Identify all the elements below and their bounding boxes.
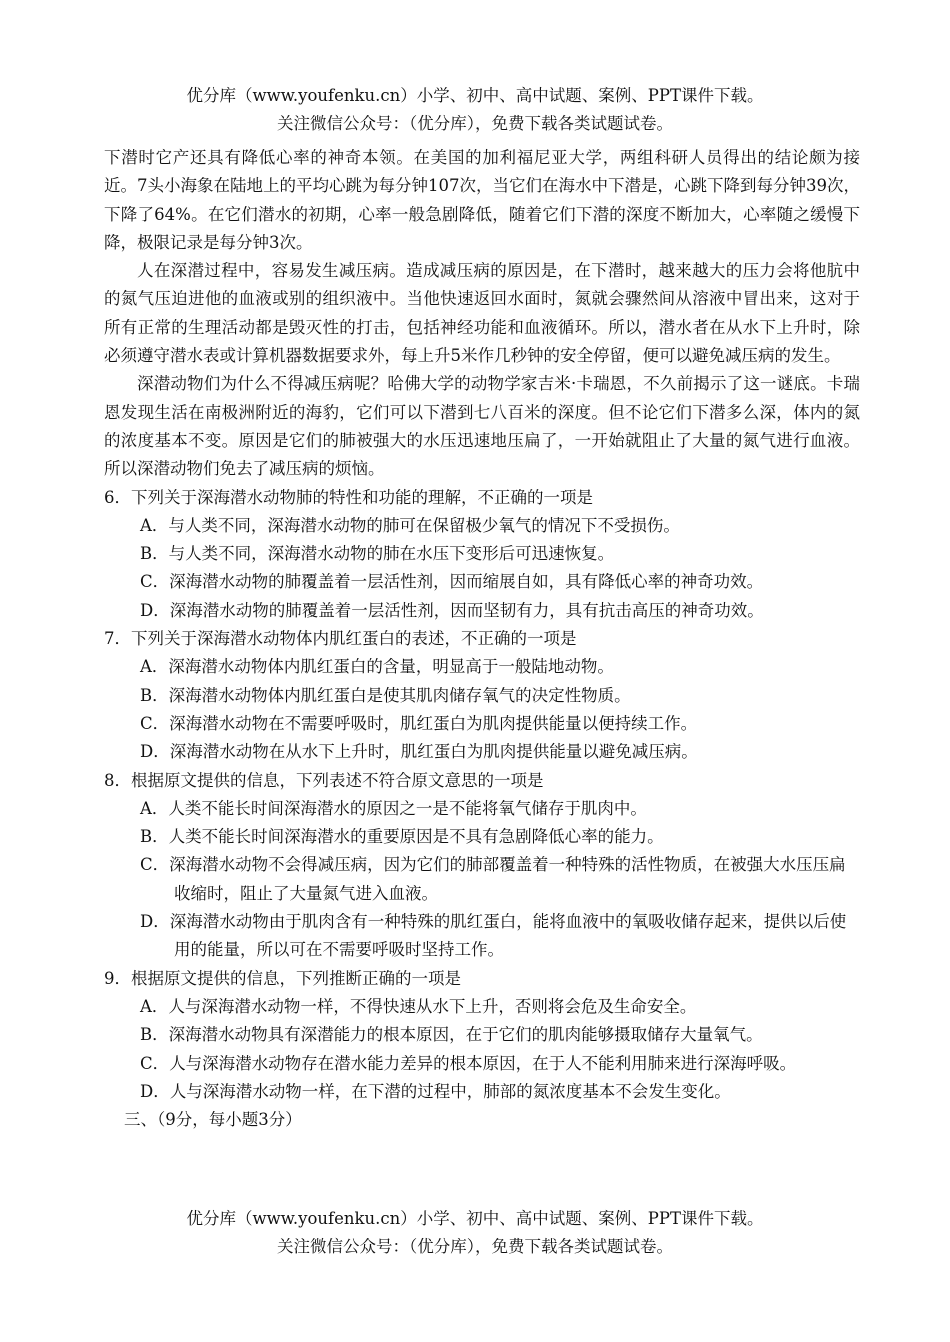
option-c: C．深海潜水动物在不需要呼吸时，肌红蛋白为肌肉提供能量以便持续工作。 (140, 713, 698, 733)
option-c: C．深海潜水动物的肺覆盖着一层活性剂，因而缩展自如，具有降低心率的神奇功效。 (140, 572, 764, 592)
option-a: A．人与深海潜水动物一样，不得快速从水下上升，否则将会危及生命安全。 (140, 996, 697, 1016)
option-b: B．人类不能长时间深海潜水的重要原因是不具有急剧降低心率的能力。 (140, 827, 664, 847)
footer-line-1: 优分库（www.youfenku.cn）小学、初中、高中试题、案例、PPT课件下载。 (186, 1209, 764, 1228)
question-7 (104, 625, 860, 766)
question-8 (104, 767, 860, 965)
section-heading: 三、（9分，每小题3分） (124, 1110, 302, 1130)
option-a: A．与人类不同，深海潜水动物的肺可在保留极少氧气的情况下不受损伤。 (140, 515, 680, 535)
option-b: B．深海潜水动物具有深潜能力的根本原因，在于它们的肌肉能够摄取储存大量氧气。 (140, 1025, 763, 1045)
option-d: D．深海潜水动物的肺覆盖着一层活性剂，因而坚韧有力，具有抗击高压的神奇功效。 (140, 600, 764, 620)
passage-paragraph-3: 深潜动物们为什么不得减压病呢？哈佛大学的动物学家吉米·卡瑞恩，不久前揭示了这一谜底。卡瑞恩发现生活在南极洲附近的海豹，它们可以下潜到七八百米的深度。但不论它们下潜多么深，体内的氮的浓度基本不变。原因是它们的肺被强大的水压迅速地压扁了，一开始就阻止了大量的氮气进行血液。所以深潜动物们免去了减压病的烦恼。 (104, 374, 860, 479)
header-line-1: 优分库（www.youfenku.cn）小学、初中、高中试题、案例、PPT课件下载。 (186, 86, 764, 105)
footer-line-2: 关注微信公众号：（优分库），免费下载各类试题试卷。 (277, 1237, 673, 1256)
page-header (0, 82, 950, 138)
header-line-2: 关注微信公众号：（优分库），免费下载各类试题试卷。 (277, 114, 673, 133)
option-b: B．与人类不同，深海潜水动物的肺在水压下变形后可迅速恢复。 (140, 544, 615, 564)
option-d: D．人与深海潜水动物一样，在下潜的过程中，肺部的氮浓度基本不会发生变化。 (140, 1081, 731, 1101)
passage-paragraph-1: 下潜时它产还具有降低心率的神奇本领。在美国的加利福尼亚大学，两组科研人员得出的结论颇为接近。7头小海象在陆地上的平均心跳为每分钟107次，当它们在海水中下潜是，心跳下降到每分钟39次，下降了64%。在它们潜水的初期，心率一般急剧降低，随着它们下潜的深度不断加大，心率随之缓慢下降，极限记录是每分钟3次。 (104, 148, 860, 252)
option-b: B．深海潜水动物体内肌红蛋白是使其肌肉储存氧气的决定性物质。 (140, 685, 631, 705)
document-body (104, 144, 860, 1134)
option-c: C．深海潜水动物不会得减压病，因为它们的肺部覆盖着一种特殊的活性物质，在被强大水压压扁收缩时，阻止了大量氮气进入血液。 (140, 855, 846, 903)
option-a: A．人类不能长时间深海潜水的原因之一是不能将氧气储存于肌肉中。 (140, 798, 647, 818)
question-stem: 9．根据原文提供的信息，下列推断正确的一项是 (104, 968, 461, 988)
question-stem: 7．下列关于深海潜水动物体内肌红蛋白的表述，不正确的一项是 (104, 629, 577, 649)
question-stem: 8．根据原文提供的信息，下列表述不符合原文意思的一项是 (104, 770, 544, 790)
page-footer (0, 1205, 950, 1261)
question-6 (104, 484, 860, 625)
option-c: C．人与深海潜水动物存在潜水能力差异的根本原因，在于人不能利用肺来进行深海呼吸。 (140, 1053, 797, 1073)
question-9 (104, 965, 860, 1106)
passage-paragraph-2: 人在深潜过程中，容易发生减压病。造成减压病的原因是，在下潜时，越来越大的压力会将他肮中的氮气压迫进他的血液或别的组织液中。当他快速返回水面时，氮就会骤然间从溶液中冒出来，这对于所有正常的生理活动都是毁灭性的打击，包括神经功能和血液循环。所以，潜水者在从水下上升时，除必须遵守潜水表或计算机器数据要求外，每上升5米作几秒钟的安全停留，便可以避免减压病的发生。 (104, 261, 860, 366)
question-stem: 6．下列关于深海潜水动物肺的特性和功能的理解，不正确的一项是 (104, 487, 593, 507)
option-d: D．深海潜水动物在从水下上升时，肌红蛋白为肌肉提供能量以避免减压病。 (140, 742, 698, 762)
option-d: D．深海潜水动物由于肌肉含有一种特殊的肌红蛋白，能将血液中的氧吸收储存起来，提供以后使用的能量，所以可在不需要呼吸时坚持工作。 (140, 912, 847, 960)
option-a: A．深海潜水动物体内肌红蛋白的含量，明显高于一般陆地动物。 (140, 657, 614, 677)
